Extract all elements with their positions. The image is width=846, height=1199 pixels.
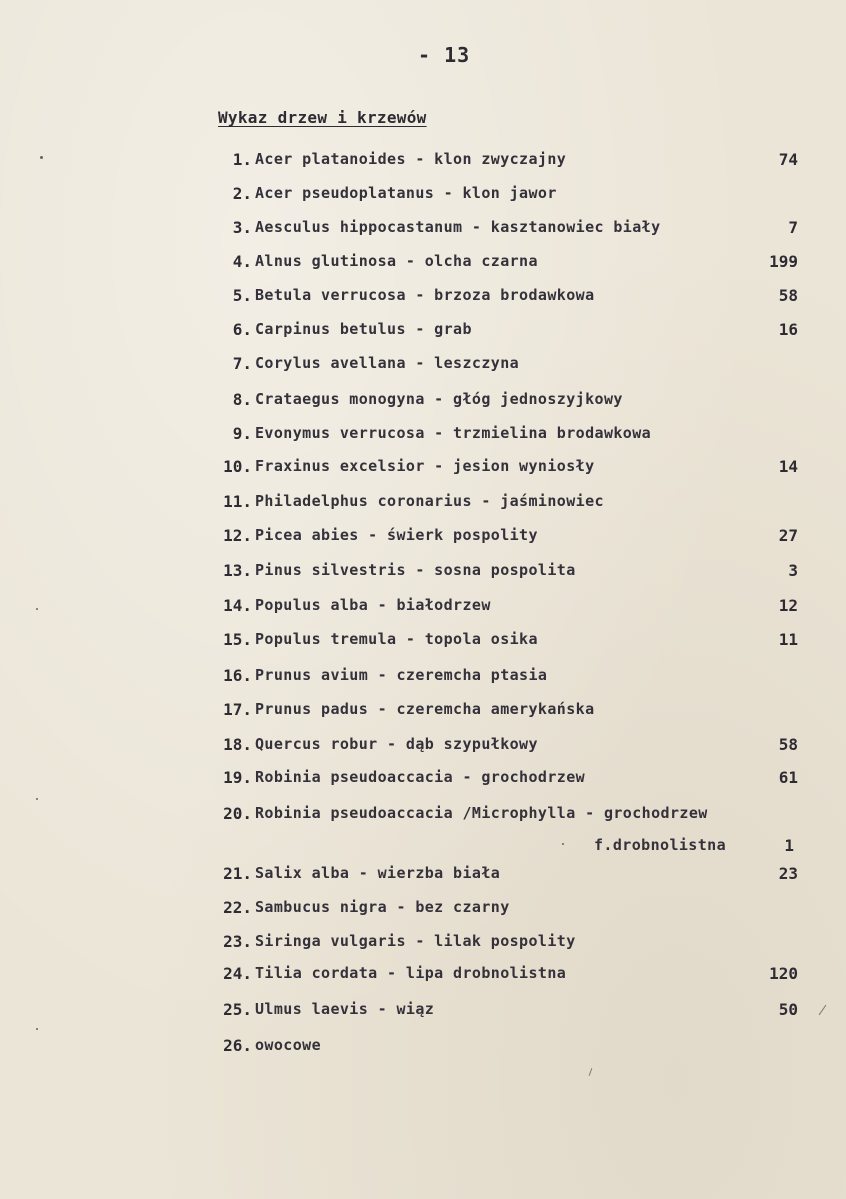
list-item — [0, 804, 846, 864]
item-name: Prunus avium - czeremcha ptasia — [255, 666, 548, 684]
item-count: 14 — [778, 457, 798, 476]
item-name: Acer pseudoplatanus - klon jawor — [255, 184, 557, 202]
item-number: 24. — [223, 964, 252, 983]
item-name: Evonymus verrucosa - trzmielina brodawkowa — [255, 424, 652, 442]
item-number: 15. — [223, 630, 252, 649]
item-name: Tilia cordata - lipa drobnolistna — [255, 964, 567, 982]
list-item — [0, 354, 846, 378]
item-name: Ulmus laevis - wiąz — [255, 1000, 435, 1018]
item-number: 20. — [223, 804, 252, 823]
list-item — [0, 320, 846, 344]
item-name: Robinia pseudoaccacia /Microphylla - grochodrzew — [255, 804, 708, 822]
item-number: 23. — [223, 932, 252, 951]
list-item — [0, 964, 846, 988]
item-name: Crataegus monogyna - głóg jednoszyjkowy — [255, 390, 623, 408]
list-item — [0, 768, 846, 792]
item-number: 1. — [232, 150, 252, 169]
item-number: 11. — [223, 492, 252, 511]
item-number: 21. — [223, 864, 252, 883]
item-name: Prunus padus - czeremcha amerykańska — [255, 700, 595, 718]
item-name: Aesculus hippocastanum - kasztanowiec biały — [255, 218, 661, 236]
item-number: 18. — [223, 735, 252, 754]
item-count: 50 — [778, 1000, 798, 1019]
item-count: 58 — [778, 286, 798, 305]
item-name: Robinia pseudoaccacia - grochodrzew — [255, 768, 586, 786]
item-number: 26. — [223, 1036, 252, 1055]
list-item — [0, 596, 846, 620]
item-count: 27 — [778, 526, 798, 545]
item-name: Salix alba - wierzba biała — [255, 864, 501, 882]
item-number: 9. — [232, 424, 252, 443]
list-item — [0, 561, 846, 585]
item-name: Siringa vulgaris - lilak pospolity — [255, 932, 576, 950]
item-name: Betula verrucosa - brzoza brodawkowa — [255, 286, 595, 304]
item-name: Acer platanoides - klon zwyczajny — [255, 150, 567, 168]
item-number: 7. — [232, 354, 252, 373]
list-item — [0, 630, 846, 654]
item-number: 14. — [223, 596, 252, 615]
item-name: Sambucus nigra - bez czarny — [255, 898, 510, 916]
item-number: 4. — [232, 252, 252, 271]
item-number: 12. — [223, 526, 252, 545]
list-item — [0, 1000, 846, 1024]
item-count: 61 — [778, 768, 798, 787]
item-name-continuation: f.drobnolistna — [594, 836, 727, 854]
scan-mark — [589, 1068, 593, 1076]
list-item — [0, 666, 846, 690]
list-item — [0, 150, 846, 174]
item-name: Populus tremula - topola osika — [255, 630, 538, 648]
scan-speck — [36, 798, 38, 800]
list-item — [0, 424, 846, 448]
item-number: 6. — [232, 320, 252, 339]
item-count: 74 — [778, 150, 798, 169]
item-number: 10. — [223, 457, 252, 476]
item-number: 19. — [223, 768, 252, 787]
item-name: Alnus glutinosa - olcha czarna — [255, 252, 538, 270]
item-number: 2. — [232, 184, 252, 203]
item-name: Quercus robur - dąb szypułkowy — [255, 735, 538, 753]
list-item — [0, 252, 846, 276]
item-name: Populus alba - białodrzew — [255, 596, 491, 614]
page-number: - 13 — [418, 43, 471, 67]
item-count: 12 — [778, 596, 798, 615]
item-count: 7 — [788, 218, 798, 237]
item-number: 13. — [223, 561, 252, 580]
item-count: 1 — [784, 836, 794, 855]
item-number: 17. — [223, 700, 252, 719]
page-heading: Wykaz drzew i krzewów — [218, 108, 427, 127]
list-item — [0, 864, 846, 888]
item-count: 199 — [769, 252, 798, 271]
item-number: 8. — [232, 390, 252, 409]
scan-speck — [36, 608, 38, 610]
item-name: Fraxinus excelsior - jesion wyniosły — [255, 457, 595, 475]
item-number: 5. — [232, 286, 252, 305]
list-item — [0, 286, 846, 310]
list-item — [0, 735, 846, 759]
item-count: 58 — [778, 735, 798, 754]
list-item — [0, 492, 846, 516]
item-count: 16 — [778, 320, 798, 339]
list-item — [0, 898, 846, 922]
item-count: 23 — [778, 864, 798, 883]
list-item — [0, 457, 846, 481]
item-number: 22. — [223, 898, 252, 917]
item-name: Corylus avellana - leszczyna — [255, 354, 520, 372]
item-count: 11 — [778, 630, 798, 649]
list-item — [0, 1036, 846, 1060]
item-number: 16. — [223, 666, 252, 685]
scan-speck — [36, 1028, 38, 1030]
item-number: 3. — [232, 218, 252, 237]
item-name: Picea abies - świerk pospolity — [255, 526, 538, 544]
item-count: 3 — [788, 561, 798, 580]
item-count: 120 — [769, 964, 798, 983]
item-name: Philadelphus coronarius - jaśminowiec — [255, 492, 604, 510]
list-item — [0, 932, 846, 956]
list-item — [0, 218, 846, 242]
list-item — [0, 184, 846, 208]
scan-speck — [562, 843, 564, 845]
item-name: Carpinus betulus - grab — [255, 320, 472, 338]
item-number: 25. — [223, 1000, 252, 1019]
scan-speck — [40, 156, 43, 159]
item-name: owocowe — [255, 1036, 322, 1054]
list-item — [0, 700, 846, 724]
item-name: Pinus silvestris - sosna pospolita — [255, 561, 576, 579]
list-item — [0, 526, 846, 550]
list-item — [0, 390, 846, 414]
